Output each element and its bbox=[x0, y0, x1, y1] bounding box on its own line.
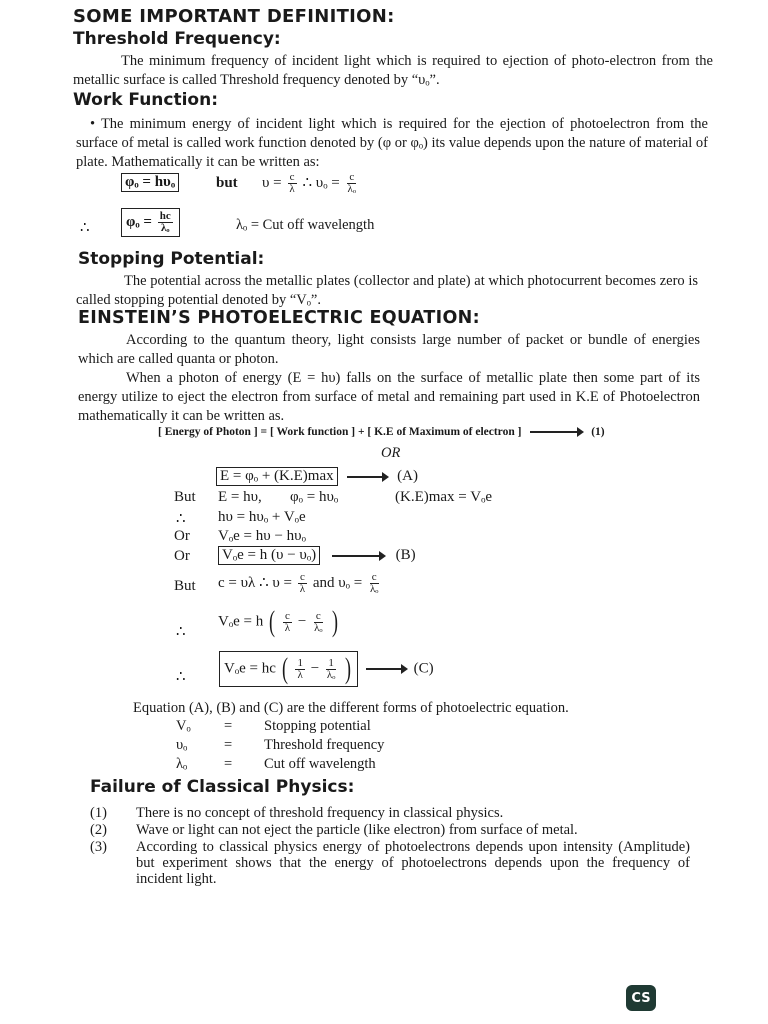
list-item: (2) Wave or light can not eject the particle (like electron) from surface of metal. bbox=[90, 822, 578, 838]
eq-b: Vₒe = h (υ − υₒ) (B) bbox=[218, 546, 416, 565]
eq-work-function bbox=[121, 173, 179, 192]
therefore-symbol: ∴ bbox=[80, 220, 90, 236]
threshold-text: The minimum frequency of incident light which is required to ejection of photo-electron from the metallic surface is called Threshold frequency denoted by “υₒ”. bbox=[73, 53, 713, 88]
einstein-p2: When a photon of energy (E = hυ) falls on the surface of metallic plate then some part of its energy utilize to eject the electron from surface of metal and remaining part used in K.E of Photoelectron mathematically it can be written as. bbox=[78, 370, 700, 424]
arrow-icon bbox=[530, 431, 582, 433]
eq-c: Vₒe = hc ( $\frac{1}{\lambda}$ − $\frac{1}{\text{λₒ}}$ ) (C) bbox=[219, 651, 434, 687]
or-label-2: Or bbox=[174, 548, 190, 564]
equation-summary: Equation (A), (B) and (C) are the different forms of photoelectric equation. bbox=[133, 700, 569, 716]
work-function-title: Work Function: bbox=[73, 90, 219, 110]
stopping-title: Stopping Potential: bbox=[78, 249, 265, 269]
or-label-1: Or bbox=[174, 528, 190, 544]
camscanner-logo-icon: CS bbox=[626, 985, 656, 1011]
eq-speed: c = υλ ∴ υ = $\frac{c}{\lambda}$ and υₒ = $\frac{c}{\text{λₒ}}$ bbox=[218, 571, 379, 595]
arrow-icon bbox=[332, 555, 384, 557]
list-item: (3) According to classical physics energy of photoelectrons depends upon intensity (Amplitude) but experiment shows that the energy of photoelectrons depends upon the frequency of incident light. bbox=[90, 839, 690, 887]
boxed-eq-2: φₒ = $\frac{hc}{\text{λₒ}}$ bbox=[121, 208, 180, 237]
therefore-1: ∴ bbox=[176, 511, 186, 527]
einstein-p1: According to the quantum theory, light consists large number of packet or bundle of energies which are called quanta or photon. bbox=[78, 332, 700, 367]
but-eq-2: φₒ = hυₒ bbox=[290, 489, 339, 505]
eq-a: E = φₒ + (K.E)max (A) bbox=[216, 467, 418, 486]
but-label-1: But bbox=[174, 489, 196, 505]
eq-work-hc bbox=[121, 208, 180, 237]
boxed-eq-1: φₒ = hυₒ bbox=[121, 173, 179, 192]
work-function-text: • The minimum energy of incident light which is required for the ejection of photoelectron from the surface of metal is called work function denoted by (φ or φₒ) its value depends upon the nature of material of plate. Mathematically it can be written as: bbox=[76, 116, 708, 170]
stopping-text: The potential across the metallic plates (collector and plate) at which photocurrent becomes zero is called stopping potential denoted by “Vₒ”. bbox=[76, 273, 698, 308]
cutoff-definition: λₒ = Cut off wavelength bbox=[236, 217, 375, 233]
or-label: OR bbox=[381, 445, 401, 461]
but-label-2: But bbox=[174, 578, 196, 594]
arrow-icon bbox=[366, 668, 406, 670]
def-row: Vₒ = Stopping potential υₒ = Threshold frequency λₒ = Cut off wavelength bbox=[176, 718, 385, 772]
but-eq-3: (K.E)max = Vₒe bbox=[395, 489, 493, 505]
eq2-therefore: ∴ υₒ = bbox=[302, 174, 340, 191]
or-eq-1: Vₒe = hυ − hυₒ bbox=[218, 528, 306, 544]
fraction-c-lambda0: $\frac{c}{\text{λₒ}}$ bbox=[347, 171, 357, 195]
list-item: (1) There is no concept of threshold frequency in classical physics. bbox=[90, 805, 504, 821]
page-heading: SOME IMPORTANT DEFINITION: bbox=[73, 6, 395, 27]
word-equation: [ Energy of Photon ] = [ Work function ] + [ K.E of Maximum of electron ] (1) bbox=[158, 426, 605, 438]
fraction-c-lambda: $\frac{c}{\lambda}$ bbox=[289, 171, 295, 195]
eq-frequency bbox=[262, 172, 360, 195]
eq2-left: υ = bbox=[262, 174, 282, 191]
therefore-eq-1: hυ = hυₒ + Vₒe bbox=[218, 509, 306, 525]
eq-stopping-h: Vₒe = h ( $\frac{c}{\lambda}$ − $\frac{c}{\text{λₒ}}$ ) bbox=[218, 605, 339, 638]
einstein-title: EINSTEIN’S PHOTOELECTRIC EQUATION: bbox=[78, 308, 480, 328]
therefore-3: ∴ bbox=[176, 669, 186, 685]
but-eq-1: E = hυ, bbox=[218, 489, 262, 505]
threshold-title: Threshold Frequency: bbox=[73, 29, 281, 49]
failure-title: Failure of Classical Physics: bbox=[90, 777, 355, 797]
failure-list bbox=[90, 805, 690, 887]
arrow-icon bbox=[347, 476, 387, 478]
therefore-2: ∴ bbox=[176, 624, 186, 640]
but-word: but bbox=[216, 175, 238, 191]
